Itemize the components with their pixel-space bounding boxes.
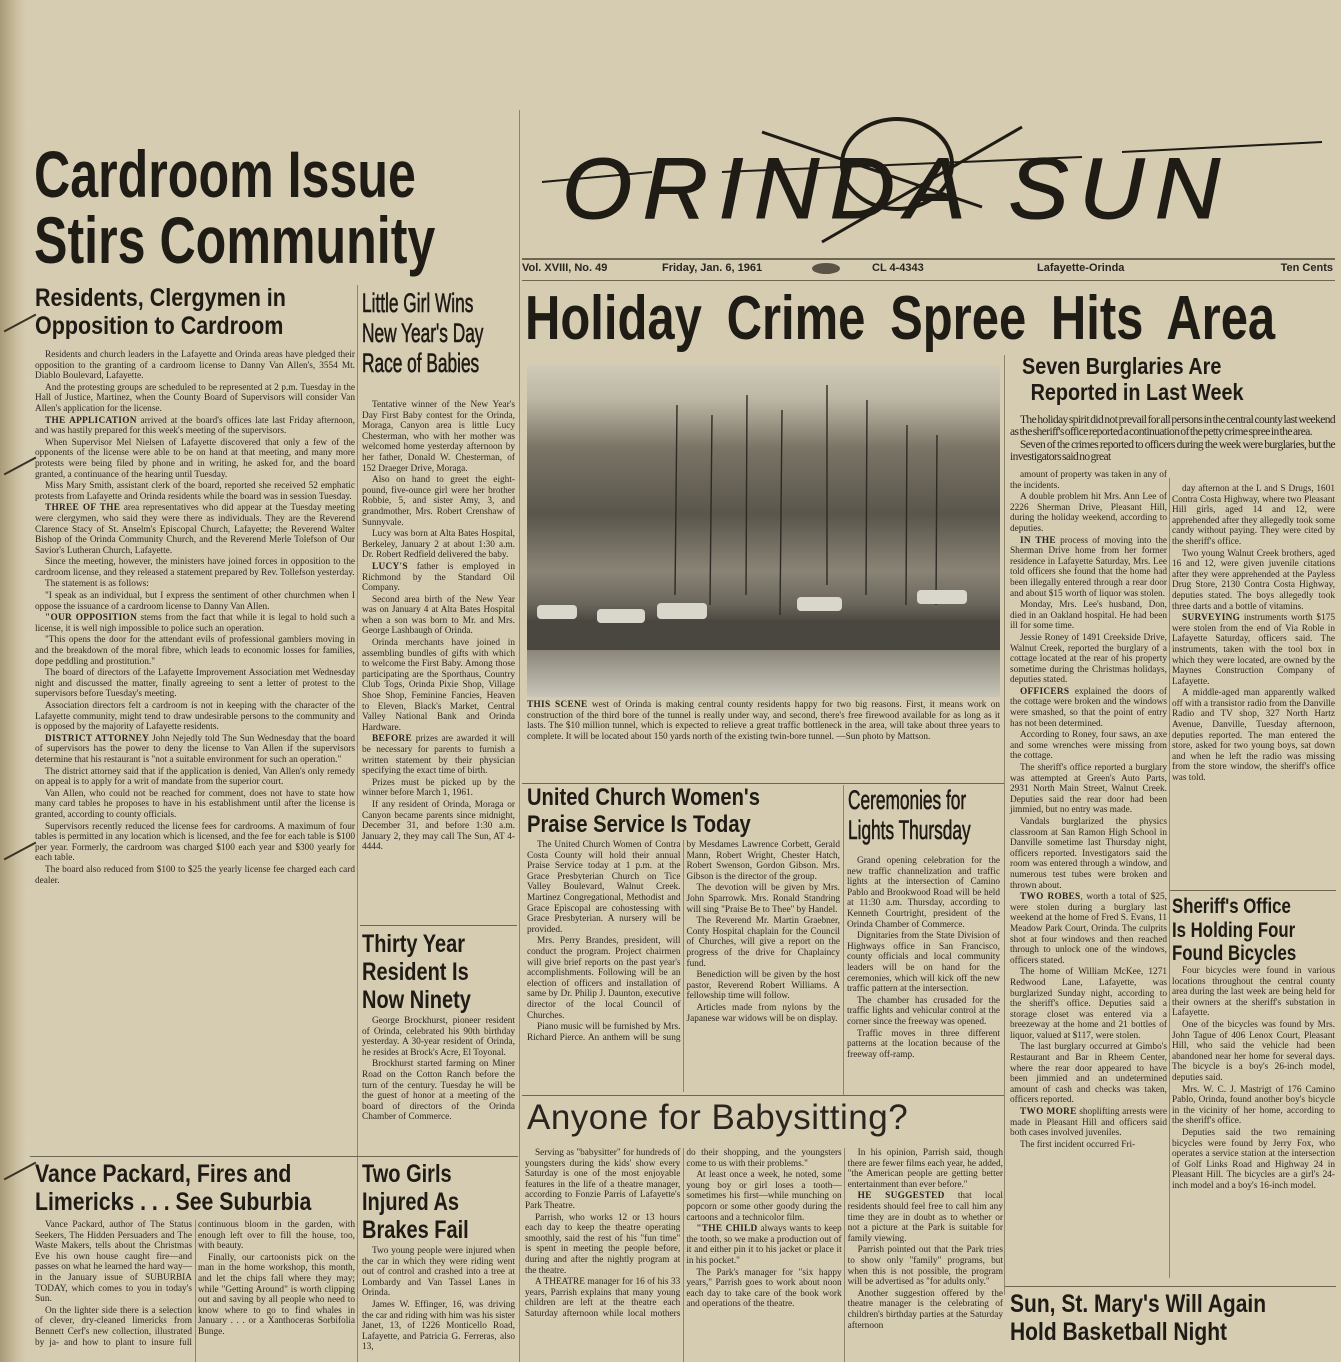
crime-article-body-right bbox=[1172, 484, 1335, 785]
basketball-headline bbox=[1010, 1290, 1341, 1346]
phone-number: CL 4-4343 bbox=[872, 262, 924, 274]
paragraph: Seven of the crimes reported to officers during the week were burglaries, but the investigators said no great bbox=[1010, 439, 1335, 463]
paragraph: DISTRICT ATTORNEY John Nejedly told The Sun Wednesday that the board of supervisors has the power to deny the license to Van Allen if the supervisors determine that his restaurant is "not a suitable environment for such an operation." bbox=[35, 733, 355, 765]
paragraph: One of the bicycles was found by Mrs. John Tague of 406 Lenox Court, Pleasant Hill, who said the vehicle had been abandoned near her home for several days. The bicycle is a boy's 26-inch model, deputies said. bbox=[1172, 1019, 1335, 1083]
paragraph: In his opinion, Parrish said, though there are fewer films each year, he added, "the American people are getting better entertainment than ever before." bbox=[847, 1148, 1003, 1190]
paragraph: Piano music will be furnished by Mrs. Richard Pierce. An anthem will be sung by Mesdames Lawrence Corbett, Gerald Mann, Robert Wright, Chester Hatch, Robert Swenson, Gordon Gibson. Mrs. Gibson is the director of the group. bbox=[527, 840, 840, 1043]
paragraph: The board also reduced from $100 to $25 the yearly license fee charged each card dealer. bbox=[35, 864, 355, 886]
headline-line: Race of Babies bbox=[362, 348, 480, 379]
paragraph: Traffic moves in three different patterns at the location because of the freeway off-ramp. bbox=[847, 1028, 1000, 1060]
edition-name: Lafayette-Orinda bbox=[1037, 262, 1125, 274]
tunnel-construction-photo bbox=[527, 365, 1000, 697]
press-emblem-icon bbox=[812, 263, 840, 274]
headline-line: Thirty Year bbox=[362, 930, 466, 958]
paragraph: Since the meeting, however, the ministers have joined forces in opposition to the cardroom license, and they released a statement prepared by Rev. Tollefson yesterday. bbox=[35, 557, 355, 578]
paragraph: The devotion will be given by Mrs. John Sparrowk. Mrs. Ronald Standring will sing "Praise Be to Thee" by Handel. bbox=[686, 883, 840, 915]
headline-line: Is Holding Four bbox=[1172, 918, 1296, 942]
paragraph: Mrs. W. C. J. Mastrigt of 176 Camino Pablo, Orinda, found another boy's bicycle in the vicinity of her home, according to the sheriff's office. bbox=[1172, 1084, 1335, 1127]
baby-headline bbox=[362, 288, 532, 379]
crime-article-intro bbox=[1010, 414, 1335, 464]
headline-line: Ceremonies for bbox=[848, 785, 967, 815]
paragraph: Mrs. Perry Brandes, president, will conduct the program. Project chairmen will give brief reports on the past year's accomplishments. Following will be an election of officers and installation of same by Dr. Philip J. Daunton, executive director of the local Council of Churches. bbox=[527, 936, 681, 1021]
paragraph: amount of property was taken in any of the incidents. bbox=[1010, 470, 1167, 491]
brakes-article-body bbox=[362, 1246, 515, 1362]
packard-article-body bbox=[35, 1220, 355, 1362]
paragraph: George Brockhurst, pioneer resident of Orinda, celebrated his 90th birthday yesterday. A 30-year resident of Orinda, he resides at Brock's Acre, El Toyonal. bbox=[362, 1016, 515, 1058]
headline-line: Injured As bbox=[362, 1188, 460, 1216]
paragraph: The statement is as follows: bbox=[45, 579, 149, 590]
packard-headline bbox=[35, 1160, 365, 1216]
paragraph: If any resident of Orinda, Moraga or Canyon became parents since midnight, December 31, and before 1:30 a.m. January 2, they may call The Sun, AT 4-4444. bbox=[362, 799, 515, 853]
bicycles-headline bbox=[1172, 895, 1341, 966]
paragraph: The United Church Women of Contra Costa County will hold their annual Praise Service today at 1 p.m. at the Grace Presbyterian Church on Tice Valley Boulevard, Walnut Creek. Martinez Congregational, Methodist and Grace Episcopal are cohostessing with Grace Presbyterian. A nursery will be provided. bbox=[527, 840, 681, 935]
babysitting-article-body bbox=[525, 1148, 1003, 1362]
paragraph: Four bicycles were found in various locations throughout the central county area during the last week are being held for their owners at the sheriff's substation in Lafayette. bbox=[1172, 966, 1335, 1019]
paragraph: day afternon at the L and S Drugs, 1601 Contra Costa Highway, where two Pleasant Hill girls, aged 14 and 12, were apprehended after they allegedly took some candy without paying. They were cited by the sheriff's office. bbox=[1172, 484, 1335, 547]
paragraph: IN THE process of moving into the Sherman Drive home from her former residence in Lafayette Saturday, Mrs. Lee told officers she found that the home had been illegally entered through a rear door and about $15 worth of liquor was stolen. bbox=[1010, 535, 1167, 599]
paragraph: Two young people were injured when the car in which they were riding went out of control and crashed into a tree at Lombardy and Van Tassel Lanes in Orinda. bbox=[362, 1246, 515, 1299]
paragraph: The Park's manager for "six happy years," Parrish goes to work about noon each day to take care of the book work and operations of the theatre. bbox=[686, 1267, 842, 1310]
crime-article-body-left bbox=[1010, 470, 1167, 1151]
cardroom-article-body bbox=[35, 350, 355, 887]
paragraph: On the lighter side there is a selection of clever, dry-cleaned limericks from Bennett Cerf's new collection, illustrated by ja- and how to plant to insure full continuous bloom in the garden, with enough left over to fill the house, too, with beauty. bbox=[35, 1220, 355, 1348]
paragraph: Another suggestion offered by the theatre manager is the celebrating of children's birthday parties at the Saturday afternoon bbox=[847, 1288, 1003, 1331]
photo-caption bbox=[527, 700, 1000, 743]
paragraph: According to Roney, four saws, an axe and some wrenches were missing from the cottage. bbox=[1010, 730, 1167, 762]
paragraph: Serving as "babysitter" for hundreds of youngsters during the kids' show every Saturday is one of the most enjoyable features in the life of a theatre manager, according to Fonzie Parris of Lafayette's Park Theatre. bbox=[525, 1148, 681, 1211]
headline-line: Sheriff's Office bbox=[1172, 895, 1291, 918]
issue-date: Friday, Jan. 6, 1961 bbox=[662, 262, 763, 274]
paragraph: TWO ROBES, worth a total of $25, were stolen during a burglary last weekend at the home of Fred S. Evans, 11 Meadow Park Court, Orinda. The culprits shot at four windows and then reached through to unlock one of the windows, officers stated. bbox=[1010, 892, 1167, 966]
lights-article-body bbox=[847, 856, 1000, 1061]
paragraph: Deputies said the two remaining bicycles were found by Jerry Fox, who operates a service station at the intersection of Golf Links Road and Highway 24 in Pleasant Hill. The bicycles are a girl's 24-inch model and a boy's 16-inch model. bbox=[1172, 1127, 1335, 1191]
headline-line: Now Ninety bbox=[362, 986, 471, 1014]
paragraph: The holiday spirit did not prevail for all persons in the central county last weekend as the sheriff's office reported a continuation of the petty crime spree in the area. bbox=[1010, 414, 1335, 438]
masthead-title: ORINDA SUN bbox=[562, 141, 1231, 237]
headline-line: Brakes Fail bbox=[362, 1216, 469, 1244]
headline-line: Praise Service Is Today bbox=[527, 810, 751, 838]
column-rule bbox=[519, 110, 520, 1362]
paragraph: A THEATRE manager for 16 of his 33 years, Parrish explains that many young children are left at the theatre each Saturday afternoon while local mothers do their shopping, and the youngsters come to us with their problems." bbox=[525, 1148, 842, 1319]
headline-line: Sun, St. Mary's Will Again bbox=[1010, 1290, 1267, 1318]
paragraph: Tentative winner of the New Year's Day First Baby contest for the Orinda, Moraga, Canyon area is little Lucy Chesterman, who with her mother was welcomed home yesterday afternoon by her father, Donald W. Chesterman, of 152 Draeger Drive, Moraga. bbox=[362, 400, 515, 474]
paragraph: "I speak as an individual, but I express the sentiment of other churchmen when I oppose the issuance of a cardroom license to Danny Van Allen. bbox=[35, 591, 355, 612]
paragraph: The sheriff's office reported a burglary was attempted at Green's Auto Parts, 2931 North Main Street, Walnut Creek. Deputies said the rear door had been jimmied, but no entry was made. bbox=[1010, 763, 1167, 816]
ninety-headline bbox=[362, 930, 532, 1014]
subhead-line: Residents, Clergymen in bbox=[35, 284, 286, 312]
photo-scene bbox=[527, 365, 1000, 697]
brakes-headline bbox=[362, 1160, 532, 1244]
divider bbox=[522, 1095, 1004, 1096]
paragraph: The first incident occurred Fri- bbox=[1020, 1139, 1136, 1150]
paragraph: Residents and church leaders in the Lafayette and Orinda areas have pledged their opposition to the granting of a cardroom license to Danny Van Allen's, 3554 Mt. Diablo Boulevard, Lafayette. bbox=[35, 350, 355, 382]
cardroom-subhead bbox=[35, 284, 365, 340]
paragraph: Two young Walnut Creek brothers, aged 16 and 12, were given juvenile citations after they were apprehended at the Payless Drug Store, 2130 Contra Costa Highway, deputies stated. The boys allegedly took three darts and a bottle of vitamins. bbox=[1172, 548, 1335, 612]
divider bbox=[1170, 890, 1336, 891]
headline-line: Found Bicycles bbox=[1172, 942, 1297, 966]
paragraph: HE SUGGESTED that local residents should feel free to call him any time they are in doubt as to whether or not a picture at the Park is suitable for family viewing. bbox=[847, 1191, 1003, 1244]
paragraph: OFFICERS explained the doors of the cottage were broken and the windows were smashed, so that the point of entry has not been determined. bbox=[1010, 686, 1167, 729]
headline-line: Stirs Community bbox=[34, 202, 436, 277]
paragraph: Dignitaries from the State Division of Highways office in San Francisco, county officials and local community leaders will be on hand for the ceremonies, which will kick off the new traffic pattern at the intersection. bbox=[847, 931, 1000, 995]
paragraph: BEFORE prizes are awarded it will be necessary for parents to furnish a written statement by their physician specifying the exact time of birth. bbox=[362, 734, 515, 777]
headline-line: Resident Is bbox=[362, 958, 469, 986]
paragraph: Prizes must be picked up by the winner before March 1, 1961. bbox=[362, 777, 515, 799]
column-rule bbox=[1169, 478, 1170, 1278]
paragraph: At least once a week, he noted, some young boy or girl loses a tooth—sometimes his first—while munching on popcorn or some other goody during the cartoons and a technicolor film. bbox=[686, 1170, 842, 1223]
paragraph: Finally, our cartoonists pick on the man in the home workshop, this month, and let the chips fall where they may; while "Getting Around" is worth clipping out and saving by all people who need to know where to go to find whales in January . . . or a Xanthoceras Sorbifolia Bunge. bbox=[198, 1252, 355, 1337]
church-article-body bbox=[527, 840, 840, 1092]
paragraph: Lucy was born at Alta Bates Hospital, Berkeley, January 2 at about 1:30 a.m. Dr. Robert Redfield delivered the baby. bbox=[362, 529, 515, 561]
paragraph: Van Allen, who could not be reached for comment, does not have to state how many card tables he proposes to have in his establishment until after the license is granted, according to county officials. bbox=[35, 788, 355, 820]
subhead-line: Reported in Last Week bbox=[1030, 378, 1244, 405]
page-binding-edge bbox=[0, 0, 26, 1362]
paragraph: And the protesting groups are scheduled to be represented at 2 p.m. Tuesday in the Hall of Justice, Martinez, when the County Board of Supervisors will consider Van Allen's application for the license. bbox=[35, 382, 355, 414]
paragraph: Orinda merchants have joined in assembling bundles of gifts with which to welcome the First Baby. Among those participating are the Sporthaus, Country Club Togs, Orinda Pixie Shop, Village Shoe Shop, Feminine Fancies, Heaven to Eleven, Black's Market, Central Valley National Bank and Orinda Hardware. bbox=[362, 638, 515, 733]
paragraph: A middle-aged man apparently walked off with a transistor radio from the Danville Radio and TV shop, 327 North Hartz Avenue, Danville, Tuesday afternoon, deputies reported. The man entered the store, asked for two young boys, sat down and when he left the radio was missing from the store window, the sheriff's office was told. bbox=[1172, 688, 1335, 784]
paragraph: THREE OF THE area representatives who did appear at the Tuesday meeting were clergymen, who said they were there as individuals. They are the Reverend Clarence Stacy of St. Anselm's Episcopal Church, Lafayette; the Reverend Walter Bishop of the Orinda Community Church, and the Reverend Merle Tolefson of Our Savior's Lutheran Church, Lafayette. bbox=[35, 503, 356, 556]
masthead-rule bbox=[522, 258, 1335, 260]
paragraph: The Reverend Mr. Martin Graebner, Conty Hospital chaplain for the Council of Churches, will give a report on the progress of the drive for Chaplaincy fund. bbox=[686, 916, 840, 969]
paragraph: Parrish, who works 12 or 13 hours each day to keep the theatre operating smoothly, said the rest of his "fun time" is spent in meeting the people before, during and after the nightly program at the theatre. bbox=[525, 1212, 681, 1276]
paragraph: Second area birth of the New Year was on January 4 at Alta Bates Hospital when a son was born to Mr. and Mrs. George Lashbaugh of Orinda. bbox=[362, 594, 515, 637]
bicycles-article-body bbox=[1172, 966, 1335, 1192]
paragraph: Brockhurst started farming on Miner Road on the Cotton Ranch before the turn of the century. Tuesday he will be the guest of honor at a meeting of the board of directors of the Orinda Chamber of Commerce. bbox=[362, 1059, 515, 1123]
paragraph: "OUR OPPOSITION stems from the fact that while it is legal to hold such a license, it is well nigh impossible to police such an operation. bbox=[35, 613, 355, 634]
divider bbox=[30, 1156, 518, 1157]
paragraph: Also on hand to greet the eight-pound, five-ounce girl were her brother Robbie, 5, and sister Amy, 3, and grandmother, Mrs. Robert Crenshaw of Sunnyvale. bbox=[362, 475, 515, 528]
paragraph: Jessie Roney of 1491 Creekside Drive, Walnut Creek, reported the burglary of a cottage located at the rear of his property sometime during the Christmas holidays, deputies stated. bbox=[1010, 632, 1167, 686]
babysitting-headline: Anyone for Babysitting? bbox=[527, 1098, 909, 1137]
paragraph: Articles made from nylons by the Japanese war widows will be on display. bbox=[686, 1002, 840, 1024]
volume-number: Vol. XVIII, No. 49 bbox=[522, 262, 608, 274]
paragraph: Benediction will be given by the host pastor, Reverend Robert Williams. A fellowship time will follow. bbox=[686, 970, 840, 1002]
paragraph: Vance Packard, author of The Status Seekers, The Hidden Persuaders and The Waste Makers, tells about the Christmas Eve his own house caught fire—and passes on what he learned the hard way—in the January issue of SUBURBIA TODAY, which comes to you in today's Sun. bbox=[35, 1220, 192, 1305]
headline-line: Vance Packard, Fires and bbox=[35, 1160, 292, 1188]
paragraph: The district attorney said that if the application is denied, Van Allen's only remedy on appeal is to apply for a writ of mandate from the superior court. bbox=[35, 766, 355, 788]
subhead-line: Seven Burglaries Are bbox=[1022, 353, 1222, 379]
paragraph: Grand opening celebration for the new traffic channelization and traffic lights at the intersection of Camino Pablo and Brookwood Road will be held at 11:30 a.m. Thursday, according to Kenneth Courtright, president of the Orinda Chamber of Commerce. bbox=[847, 856, 1000, 930]
headline-line: Little Girl Wins bbox=[362, 288, 474, 318]
price: Ten Cents bbox=[1280, 262, 1333, 274]
paragraph: The chamber has crusaded for the traffic lights and vehicular control at the corner since the freeway was opened. bbox=[847, 995, 1000, 1027]
paragraph: Monday, Mrs. Lee's husband, Don, died in an Oakland hospital. He had been ill for some time. bbox=[1010, 600, 1167, 632]
column-rule bbox=[843, 785, 844, 1095]
paragraph: Parrish pointed out that the Park tries to show only "family" programs, but when this is not possible, the program will be advertised as "for adults only." bbox=[847, 1245, 1003, 1288]
crime-subhead bbox=[1022, 354, 1341, 406]
masthead-info-line bbox=[522, 262, 1335, 278]
masthead-logo bbox=[522, 112, 1337, 258]
divider bbox=[1005, 1286, 1336, 1287]
caption-text: west of Orinda is making central county residents happy for two big reasons. First, it means work on construction of the third bore of the tunnel is really under way, and second, there's free firewood available for as long as it lasts. The $10 million tunnel, which is expected to relieve a great traffic bottleneck in the area, will take about three years to complete. It will be located about 150 yards north of the existing twin-bore tunnel. bbox=[527, 700, 1000, 742]
caption-lead: THIS SCENE bbox=[527, 700, 588, 710]
paragraph: Vandals burglarized the physics classroom at San Ramon High School in Danville sometime last Thursday night, officers reported. Investigators said the room was entered through a window, and numerous test tubes were broken and thrown about. bbox=[1010, 817, 1167, 891]
headline-line: Cardroom Issue bbox=[34, 137, 416, 211]
baby-article-body bbox=[362, 400, 515, 854]
cardroom-headline bbox=[34, 138, 524, 278]
paragraph: THE APPLICATION arrived at the board's offices late last Friday afternoon, and was hastily prepared for this week's meeting of the supervisors. bbox=[35, 415, 355, 437]
paragraph: LUCY'S father is employed in Richmond by the Standard Oil Company. bbox=[362, 561, 515, 594]
masthead-rule bbox=[522, 280, 1335, 281]
paragraph: TWO MORE shoplifting arrests were made in Pleasant Hill and officers said both cases involved juveniles. bbox=[1010, 1107, 1168, 1139]
paragraph: SURVEYING instruments worth $175 were stolen from the end of Via Roble in Lafayette Saturday, officers said. The instruments, taken with the tool box in which they were located, are owned by the Maynes Construction Company of Lafayette. bbox=[1172, 613, 1335, 687]
church-headline bbox=[527, 785, 857, 839]
paragraph: When Supervisor Mel Nielsen of Lafayette discovered that only a few of the opponents of the license were able to be on hand at that meeting, and many more protests were being filed by phone and in writing, he asked for, and the board granted, a continuance of the hearing until Tuesday. bbox=[35, 437, 355, 480]
crime-headline: Holiday Crime Spree Hits Area bbox=[525, 284, 1276, 353]
headline-line: United Church Women's bbox=[527, 784, 760, 811]
headline-line: New Year's Day bbox=[362, 318, 484, 349]
paragraph: The home of William McKee, 1271 Redwood Lane, Lafayette, was burglarized Sunday night, according to the sheriff's office. Deputies said a storage closet was entered via a breezeway at the home and 21 bottles of liquor, valued at $117, were stolen. bbox=[1010, 967, 1167, 1041]
headline-line: Two Girls bbox=[362, 1160, 452, 1188]
paragraph: "THE CHILD always wants to keep the tooth, so we make a production out of it and either pin it to his jacket or place it in his pocket." bbox=[686, 1224, 842, 1266]
paragraph: Association directors felt a cardroom is not in keeping with the character of the Lafayette community, might tend to draw undesirable persons to the community and is opposed by the majority of Lafayette residents. bbox=[35, 701, 355, 733]
paragraph: Miss Mary Smith, assistant clerk of the board, reported she received 52 emphatic protests from Lafayette and Orinda residents while the board was in session Tuesday. bbox=[35, 481, 355, 502]
headline-line: Limericks . . . See Suburbia bbox=[35, 1188, 312, 1216]
photo-credit: —Sun photo by Mattson. bbox=[836, 731, 931, 742]
ninety-article-body bbox=[362, 1016, 515, 1124]
paragraph: The board of directors of the Lafayette Improvement Association met Wednesday night and discussed the matter, finally agreeing to sent a letter of protest to the supervisors before Tuesday's meeting. bbox=[35, 668, 355, 700]
headline-line: Hold Basketball Night bbox=[1010, 1318, 1228, 1346]
subhead-line: Opposition to Cardroom bbox=[35, 312, 284, 340]
lights-headline bbox=[848, 785, 1018, 845]
divider bbox=[360, 925, 517, 926]
paragraph: James W. Effinger, 16, was driving the car and riding with him was his sister Janet, 13, of 1226 Monticello Road, Lafayette, and Patricia G. Ferreras, also 13, bbox=[362, 1299, 515, 1353]
paragraph: A double problem hit Mrs. Ann Lee of 2226 Sherman Drive, Pleasant Hill, during the holiday weekend, according to deputies. bbox=[1010, 492, 1167, 534]
paragraph: The last burglary occurred at Gimbo's Restaurant and Bar in Rheem Center, where the rear door appeared to have been jimmied and an undetermined amount of cash and checks was taken, officers reported. bbox=[1010, 1042, 1167, 1106]
paragraph: "This opens the door for the attendant evils of professional gamblers moving in and the breakdown of the moral fibre, which leads to economic losses for families, dope peddling and prostitution." bbox=[35, 635, 355, 667]
paragraph: Supervisors recently reduced the license fees for cardrooms. A maximum of four tables is permitted in any location which is licensed, and the fee for each table is $100 per year. Formerly, the cardroom was charged $100 each year and $300 yearly for each table. bbox=[35, 821, 355, 864]
headline-line: Lights Thursday bbox=[848, 815, 971, 846]
